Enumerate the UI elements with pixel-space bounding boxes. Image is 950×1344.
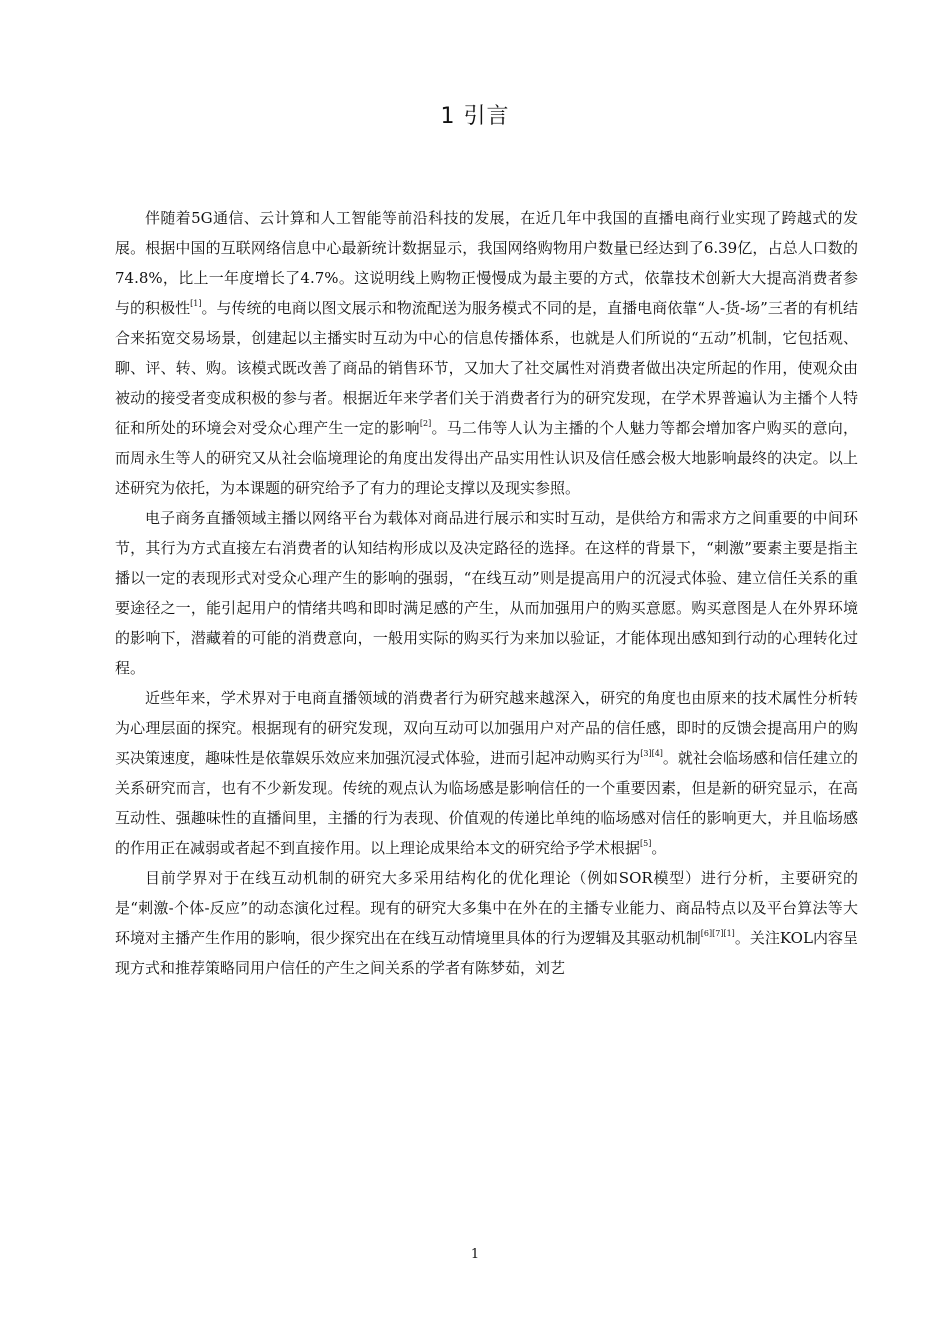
citation-marker: [2]: [419, 419, 432, 428]
paragraph: [115, 683, 858, 863]
paragraph: [115, 503, 858, 683]
paragraph: [115, 863, 858, 983]
paragraph-text: 近些年来，学术界对于电商直播领域的消费者行为研究越来越深入，研究的角度也由原来的技术属性分析转为心理层面的探究。根据现有的研究发现，双向互动可以加强用户对产品的信任感，即时的反馈会提高用户的购买决策速度，趣味性是依靠娱乐效应来加强沉浸式体验，进而引起冲动购买行为: [115, 689, 858, 767]
paragraph-text: 目前学界对于在线互动机制的研究大多采用结构化的优化理论（例如SOR模型）进行分析，主要研究的是“刺激-个体-反应”的动态演化过程。现有的研究大多集中在外在的主播专业能力、商品特点以及平台算法等大环境对主播产生作用的影响，很少探究出在在线互动情境里具体的行为逻辑及其驱动机制: [115, 869, 858, 947]
citation-marker: [5]: [640, 839, 652, 848]
paragraph: [115, 203, 858, 503]
body-text: [115, 203, 858, 983]
citation-marker: [6][7][1]: [700, 929, 735, 938]
paragraph-text: 电子商务直播领域主播以网络平台为载体对商品进行展示和实时互动，是供给方和需求方之间重要的中间环节，其行为方式直接左右消费者的认知结构形成以及决定路径的选择。在这样的背景下，“刺激”要素主要是指主播以一定的表现形式对受众心理产生的影响的强弱，“在线互动”则是提高用户的沉浸式体验、建立信任关系的重要途径之一，能引起用户的情绪共鸣和即时满足感的产生，从而加强用户的购买意愿。购买意图是人在外界环境的影响下，潜藏着的可能的消费意向，一般用实际的购买行为来加以验证，才能体现出感知到行动的心理转化过程。: [115, 509, 858, 677]
paragraph-text: 。: [651, 839, 667, 857]
paragraph-text: 。关注KOL内容呈现方式和推荐策略同用户信任的产生之间关系的学者有陈梦茹，刘艺: [115, 929, 858, 977]
paragraph-text: 。与传统的电商以图文展示和物流配送为服务模式不同的是，直播电商依靠“人-货-场”三者的有机结合来拓宽交易场景，创建起以主播实时互动为中心的信息传播体系，也就是人们所说的“五动”机制，它包括观、聊、评、转、购。该模式既改善了商品的销售环节，又加大了社交属性对消费者做出决定所起的作用，使观众由被动的接受者变成积极的参与者。根据近年来学者们关于消费者行为的研究发现，在学术界普遍认为主播个人特征和所处的环境会对受众心理产生一定的影响: [115, 299, 858, 437]
paragraph-text: 。就社会临场感和信任建立的关系研究而言，也有不少新发现。传统的观点认为临场感是影响信任的一个重要因素，但是新的研究显示，在高互动性、强趣味性的直播间里，主播的行为表现、价值观的传递比单纯的临场感对信任的影响更大，并且临场感的作用正在减弱或者起不到直接作用。以上理论成果给本文的研究给予学术根据: [115, 749, 858, 857]
paragraph-text: 伴随着5G通信、云计算和人工智能等前沿科技的发展，在近几年中我国的直播电商行业实现了跨越式的发展。根据中国的互联网络信息中心最新统计数据显示，我国网络购物用户数量已经达到了6.39亿，占总人口数的74.8%，比上一年度增长了4.7%。这说明线上购物正慢慢成为最主要的方式，依靠技术创新大大提高消费者参与的积极性: [115, 209, 858, 317]
paragraph-text: 。马二伟等人认为主播的个人魅力等都会增加客户购买的意向，而周永生等人的研究又从社会临境理论的角度出发得出产品实用性认识及信任感会极大地影响最终的决定。以上述研究为依托，为本课题的研究给予了有力的理论支撑以及现实参照。: [115, 419, 858, 497]
citation-marker: [3][4]: [640, 749, 663, 758]
citation-marker: [1]: [190, 299, 202, 308]
page-number: 1: [470, 1247, 480, 1262]
page-title: 1 引言: [440, 104, 510, 129]
